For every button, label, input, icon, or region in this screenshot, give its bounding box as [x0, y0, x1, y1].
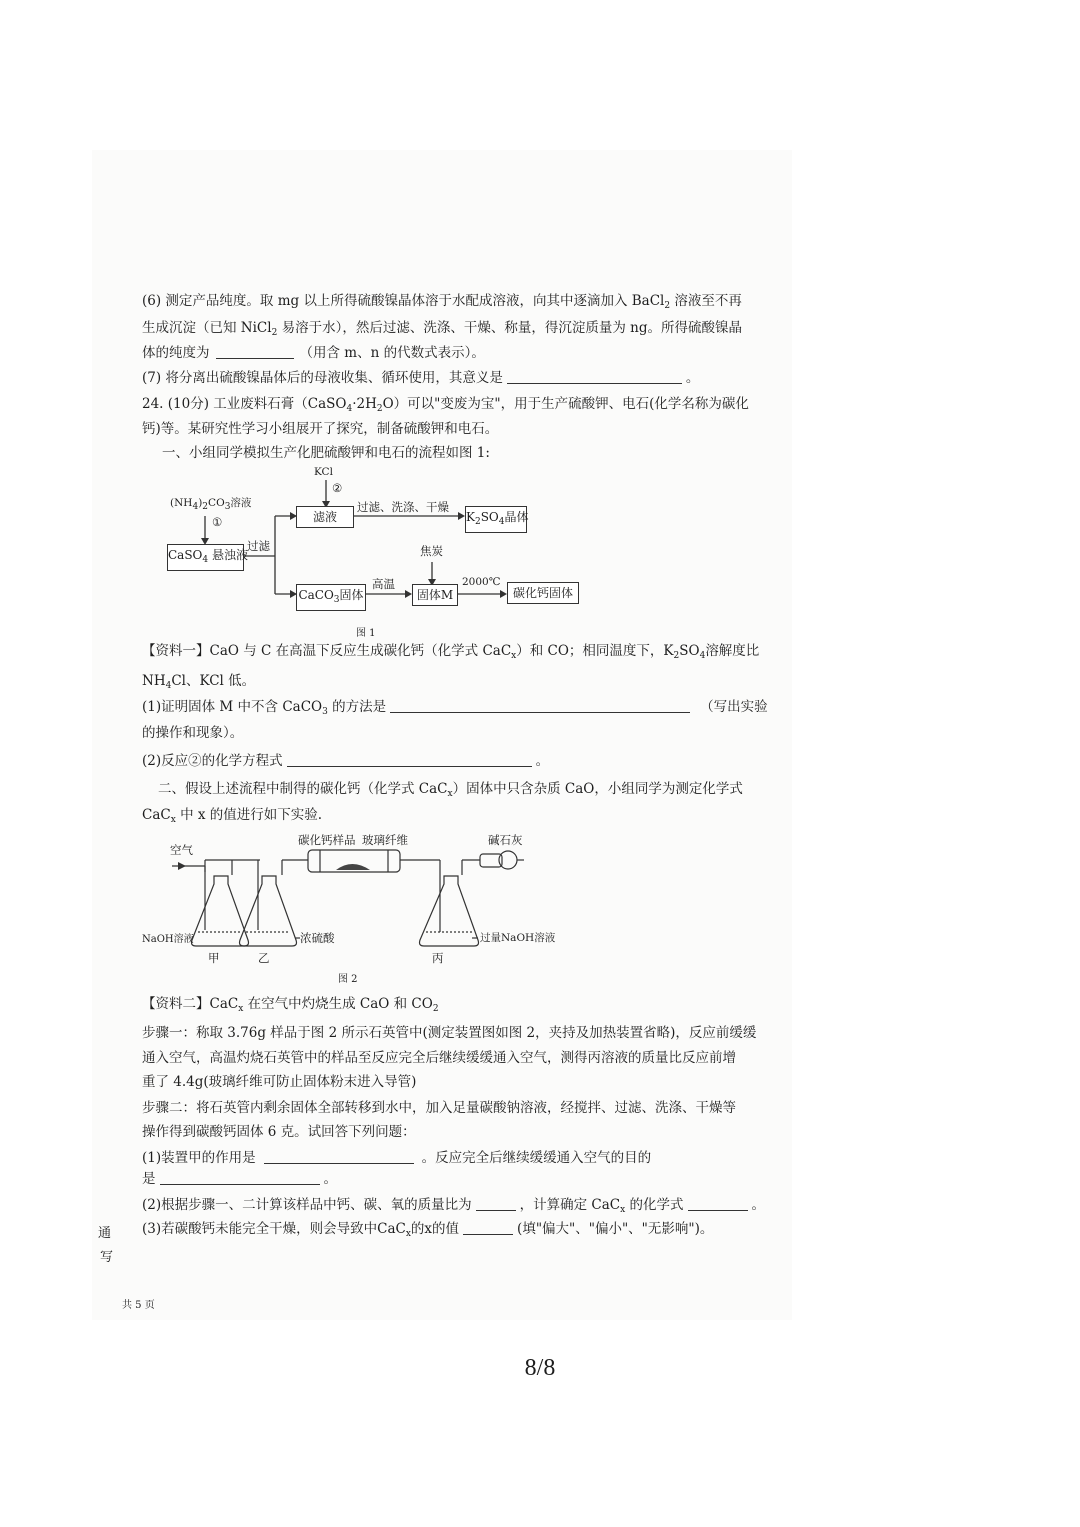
high-temp-label: 高温 [372, 577, 395, 591]
sample-label: 碳化钙样品 [298, 833, 356, 847]
box-calcium-carbide: 碳化钙固体 [507, 582, 579, 604]
step-1-line-3: 重了 4.4g(玻璃纤维可防止固体粉末进入导管) [142, 1074, 417, 1090]
answer-1-line-1: (1)装置甲的作用是 。反应完全后继续缓缓通入空气的目的 [142, 1150, 652, 1166]
box-filtrate: 滤液 [296, 506, 354, 528]
glass-fiber-label: 玻璃纤维 [362, 833, 408, 847]
kcl-label: KCl [314, 466, 333, 478]
page-footer: 共 5 页 [122, 1300, 155, 1311]
question-7: (7) 将分离出硫酸镍晶体后的母液收集、循环使用，其意义是 。 [142, 370, 700, 386]
answer-blank [264, 1149, 414, 1164]
box-caso4-suspension: CaSO$_4$ 悬浊液 [167, 544, 244, 571]
flask-bing-label: 丙 [432, 951, 444, 965]
figure-2-caption: 图 2 [338, 974, 358, 985]
step-1-marker: ① [212, 515, 223, 529]
margin-char-xie: 写 [100, 1250, 114, 1265]
coke-label: 焦炭 [420, 544, 443, 558]
reagent-ammonium-carbonate: (NH4)2CO3溶液 [170, 497, 252, 512]
question-6-line-2: 生成沉淀（已知 NiCl$_2$ 易溶于水），然后过滤、洗涤、干燥、称量，得沉淀质量为 ng。所得硫酸镍晶 [142, 320, 742, 338]
question-i2: (2)反应②的化学方程式 。 [142, 753, 550, 769]
part-1-heading: 一、小组同学模拟生产化肥硫酸钾和电石的流程如图 1: [162, 445, 490, 461]
margin-char-tong: 通 [98, 1226, 112, 1241]
info-2: 【资料二】CaC$_x$ 在空气中灼烧生成 CaO 和 $CO_2$ [142, 996, 439, 1014]
flask-jia-label: 甲 [208, 951, 220, 965]
question-i1-cont: 的操作和现象）。 [142, 725, 244, 741]
naoh-solution-label: NaOH溶液 [142, 934, 194, 945]
step-2-line-1: 步骤二：将石英管内剩余固体全部转移到水中，加入足量碳酸钠溶液，经搅拌、过滤、洗涤、干燥等 [142, 1100, 736, 1116]
question-6-line-3: 体的纯度为 （用含 m、n 的代数式表示）。 [142, 345, 485, 361]
box-solid-m: 固体M [412, 584, 458, 606]
figure-1-caption: 图 1 [356, 628, 376, 639]
step-2-marker: ② [332, 481, 343, 495]
answer-2: (2)根据步骤一、二计算该样品中钙、碳、氧的质量比为 ，计算确定 CaC$_x$ 的化学式 。 [142, 1197, 765, 1215]
excess-naoh-label: 过量NaOH溶液 [480, 932, 556, 944]
question-6-line-1: (6) 测定产品纯度。取 mg 以上所得硫酸镍晶体溶于水配成溶液，向其中逐滴加入 BaCl$_2$ 溶液至不再 [142, 293, 742, 311]
flask-yi-label: 乙 [258, 951, 270, 965]
answer-blank [463, 1220, 513, 1235]
answer-3: (3)若碳酸钙未能完全干燥，则会导致中CaC$_x$的x的值 (填"偏大"、"偏小"、"无影响")。 [142, 1221, 714, 1239]
answer-1-line-2: 是 。 [142, 1171, 337, 1187]
box-caco3-solid: CaCO$_3$固体 [296, 584, 366, 611]
soda-lime-label: 碱石灰 [488, 833, 523, 847]
question-24-line-2: 钙)等。某研究性学习小组展开了探究，制备硫酸钾和电石。 [142, 421, 499, 437]
question-i1: (1)证明固体 M 中不含 CaCO$_3$ 的方法是 （写出实验 [142, 699, 768, 717]
info-1-line-1: 【资料一】CaO 与 C 在高温下反应生成碳化钙（化学式 CaC$_x$）和 CO；相同温度下，$K_2SO_4$溶解度比 [142, 643, 760, 661]
step-1-line-2: 通入空气，高温灼烧石英管中的样品至反应完全后继续缓缓通入空气，测得丙溶液的质量比反应前增 [142, 1050, 736, 1066]
info-1-line-2: $NH_4Cl$、KCl 低。 [142, 673, 256, 691]
page-number: 8/8 [524, 1355, 556, 1381]
operations-label: 过滤、洗涤、干燥 [357, 500, 449, 514]
part-2-line-1: 二、假设上述流程中制得的碳化钙（化学式 CaC$_x$）固体中只含杂质 CaO，小组同学为测定化学式 [158, 781, 743, 799]
filter-label: 过滤 [247, 539, 270, 553]
box-k2so4-crystal: $K_2SO_4$晶体 [465, 506, 527, 533]
answer-blank [160, 1170, 320, 1185]
step-1-line-1: 步骤一：称取 3.76g 样品于图 2 所示石英管中(测定装置图如图 2，夹持及加热装置省略)，反应前缓缓 [142, 1025, 757, 1041]
answer-blank [688, 1196, 748, 1211]
air-label: 空气 [170, 843, 193, 857]
conc-sulfuric-acid-label: 浓硫酸 [300, 931, 335, 945]
answer-blank [476, 1196, 516, 1211]
temp-2000-label: 2000℃ [462, 576, 501, 588]
question-24-line-1: 24. (10分) 工业废料石膏$(CaSO_4\cdot 2H_2O)$可以"变废为宝"，用于生产硫酸钾、电石(化学名称为碳化 [142, 396, 749, 414]
part-2-line-2: CaC$_x$ 中 x 的值进行如下实验. [142, 807, 323, 825]
step-2-line-2: 操作得到碳酸钙固体 6 克。试回答下列问题： [142, 1124, 416, 1140]
